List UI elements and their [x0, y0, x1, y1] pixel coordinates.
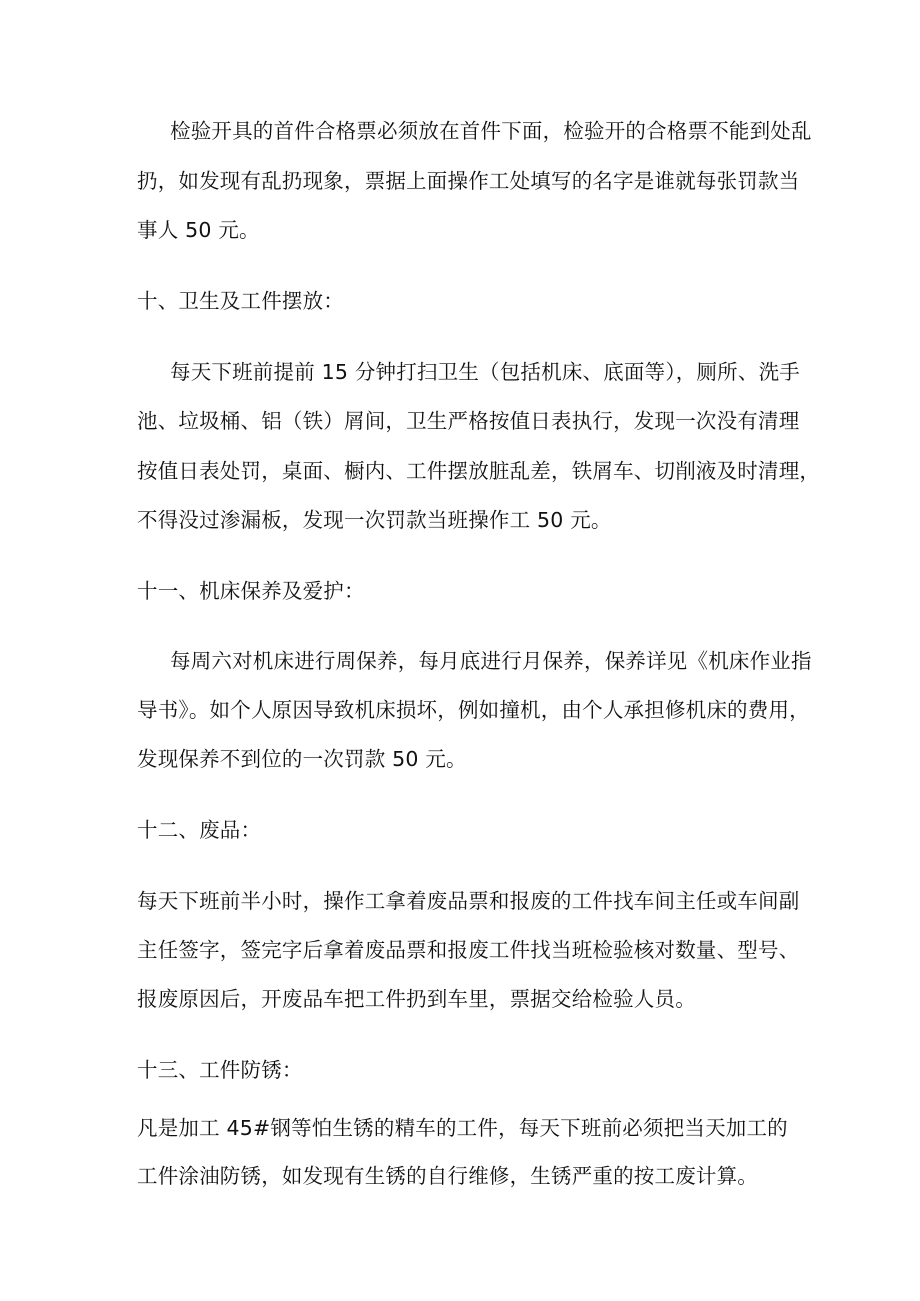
section-13-heading: 十三、工件防锈：	[137, 1058, 303, 1082]
section-11-heading: 十一、机床保养及爱护：	[137, 579, 365, 603]
paragraph-9-line-1: 检验开具的首件合格票必须放在首件下面，检验开的合格票不能到处乱	[170, 119, 812, 143]
paragraph-13-line-2: 工件涂油防锈，如发现有生锈的自行维修，生锈严重的按工废计算。	[137, 1164, 758, 1188]
paragraph-10-line-4: 不得没过渗漏板，发现一次罚款当班操作工 50 元。	[137, 508, 612, 532]
paragraph-10-line-2: 池、垃圾桶、铝（铁）屑间，卫生严格按值日表执行，发现一次没有清理	[137, 409, 800, 433]
section-12-heading: 十二、废品：	[137, 818, 262, 842]
paragraph-10-line-3: 按值日表处罚，桌面、橱内、工件摆放脏乱差，铁屑车、切削液及时清理，	[137, 459, 821, 483]
paragraph-9-line-2: 扔，如发现有乱扔现象，票据上面操作工处填写的名字是谁就每张罚款当	[137, 169, 800, 193]
paragraph-9-line-3: 事人 50 元。	[137, 218, 260, 242]
section-10-heading: 十、卫生及工件摆放：	[137, 289, 344, 313]
paragraph-10-line-1: 每天下班前提前 15 分钟打扫卫生（包括机床、底面等），厕所、洗手	[170, 360, 800, 384]
paragraph-11-line-2: 导书》。如个人原因导致机床损坏，例如撞机，由个人承担修机床的费用，	[137, 698, 810, 722]
paragraph-12-line-1: 每天下班前半小时，操作工拿着废品票和报废的工件找车间主任或车间副	[137, 889, 800, 913]
paragraph-13-line-1: 凡是加工 45#钢等怕生锈的精车的工件，每天下班前必须把当天加工的	[137, 1116, 788, 1140]
paragraph-11-line-3: 发现保养不到位的一次罚款 50 元。	[137, 747, 467, 771]
paragraph-12-line-3: 报废原因后，开废品车把工件扔到车里，票据交给检验人员。	[137, 987, 696, 1011]
paragraph-12-line-2: 主任签字，签完字后拿着废品票和报废工件找当班检验核对数量、型号、	[137, 938, 800, 962]
paragraph-11-line-1: 每周六对机床进行周保养，每月底进行月保养，保养详见《机床作业指	[170, 649, 812, 673]
